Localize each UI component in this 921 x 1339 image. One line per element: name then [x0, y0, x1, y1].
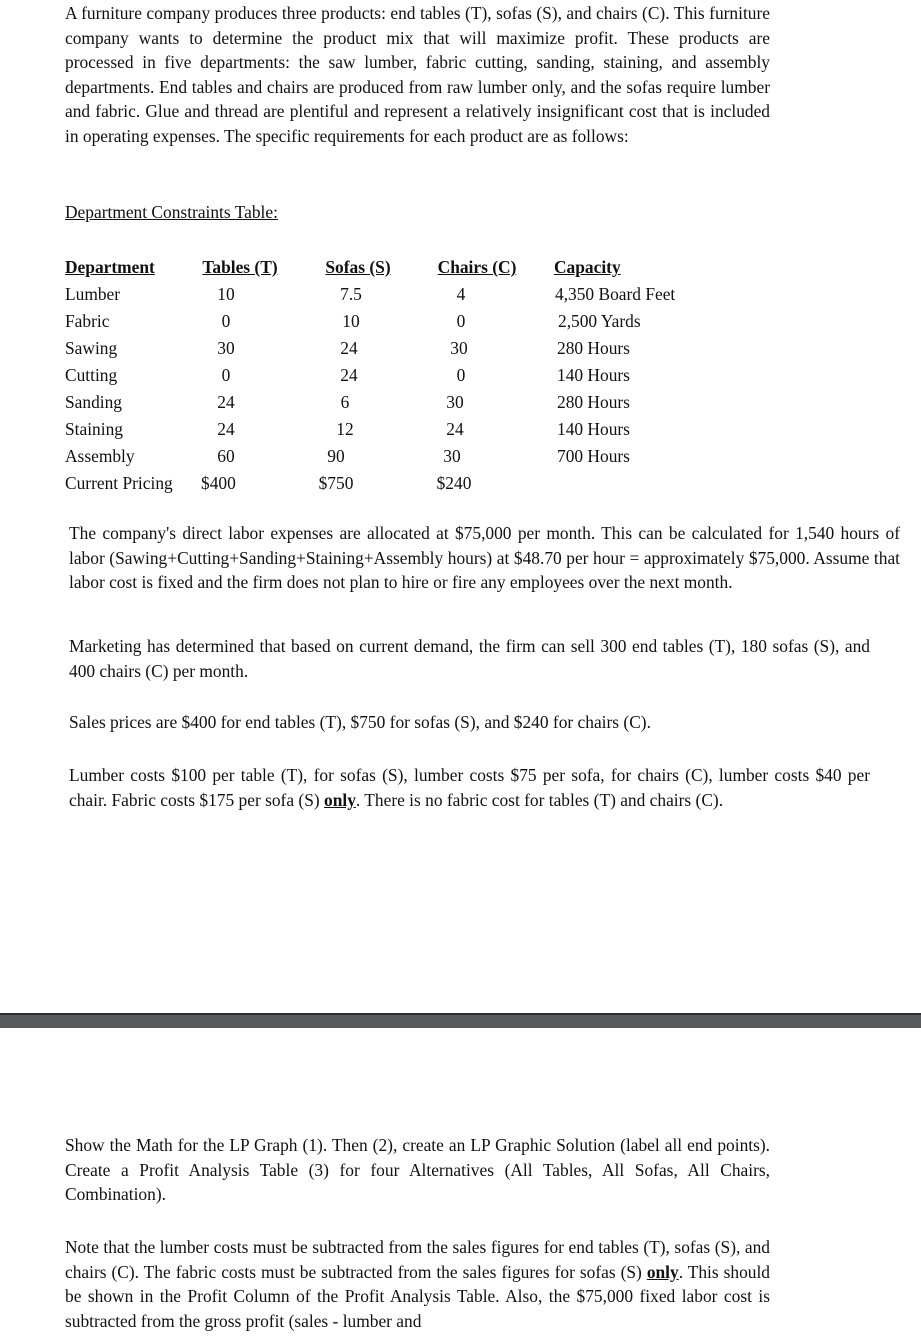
- table-cell: 30: [450, 338, 468, 358]
- note-text-end: . This should be shown in the Profit Column of the Profit Analysis Table. Also, the $75,000 fixed labor cost is subtracted from the gross profit (sales - lumber and: [65, 1261, 770, 1331]
- row-label: Sawing: [65, 338, 118, 358]
- table-cell: 60: [217, 446, 235, 466]
- table-cell: 10: [217, 284, 235, 304]
- task-paragraph: Show the Math for the LP Graph (1). Then (2), create an LP Graphic Solution (label all end points). Create a Profit Analysis Table (3) for four Alternatives (All Tables, All Sofas, All Chairs, Combination).: [65, 1135, 770, 1205]
- sales-paragraph: Sales prices are $400 for end tables (T), $750 for sofas (S), and $240 for chairs (C).: [69, 712, 651, 732]
- pricing-label: Current Pricing: [65, 473, 173, 493]
- capacity-cell: 2,500 Yards: [558, 311, 641, 331]
- table-cell: 0: [456, 311, 466, 331]
- capacity-cell: 280 Hours: [557, 338, 630, 358]
- department-constraints-table: [0, 254, 921, 504]
- price-tables: $400: [201, 473, 236, 493]
- costs-text: Lumber costs $100 per table (T), for sofas (S), lumber costs $75 per sofa, for chairs (C), lumber costs $40 per chair. Fabric costs $175 per sofa (S): [69, 765, 870, 810]
- row-label: Staining: [65, 419, 123, 439]
- table-cell: 24: [217, 392, 235, 412]
- table-cell: 7.5: [340, 284, 362, 304]
- intro-paragraph: A furniture company produces three products: end tables (T), sofas (S), and chairs (C). This furniture company wants to determine the product mix that will maximize profit. These products are processed in five departments: the saw lumber, fabric cutting, sanding, staining, and assembly departments. End tables and chairs are produced from raw lumber only, and the sofas require lumber and fabric. Glue and thread are plentiful and represent a relatively insignificant cost that is included in operating expenses. The specific requirements for each product are as follows:: [65, 3, 770, 146]
- header-chairs: Chairs (C): [437, 257, 517, 277]
- header-capacity: Capacity: [554, 257, 621, 277]
- table-heading: Department Constraints Table:: [65, 202, 278, 222]
- capacity-cell: 4,350 Board Feet: [555, 284, 676, 304]
- table-cell: 90: [327, 446, 345, 466]
- row-label: Assembly: [65, 446, 135, 466]
- page-divider: [0, 1013, 921, 1028]
- table-cell: 4: [456, 284, 466, 304]
- row-label: Sanding: [65, 392, 123, 412]
- table-cell: 0: [221, 365, 231, 385]
- table-cell: 0: [221, 311, 231, 331]
- table-cell: 24: [340, 365, 358, 385]
- table-cell: 6: [340, 392, 350, 412]
- costs-emphasis: only: [324, 789, 356, 810]
- capacity-cell: 280 Hours: [557, 392, 630, 412]
- capacity-cell: 700 Hours: [557, 446, 630, 466]
- table-cell: 30: [446, 392, 464, 412]
- row-label: Cutting: [65, 365, 118, 385]
- costs-text-end: . There is no fabric cost for tables (T) and chairs (C).: [355, 789, 724, 810]
- header-department: Department: [65, 257, 155, 277]
- price-sofas: $750: [318, 473, 354, 493]
- note-paragraph: [65, 1235, 770, 1333]
- table-cell: 24: [340, 338, 358, 358]
- table-cell: 30: [217, 338, 235, 358]
- table-cell: 30: [443, 446, 461, 466]
- table-cell: 24: [217, 419, 235, 439]
- capacity-cell: 140 Hours: [557, 419, 630, 439]
- note-text: Note that the lumber costs must be subtracted from the sales figures for end tables (T), sofas (S), and chairs (C). The fabric costs must be subtracted from the sales figures for sofas (S): [65, 1237, 770, 1282]
- costs-paragraph: [69, 763, 870, 812]
- table-cell: 0: [456, 365, 466, 385]
- page-divider-edge: [0, 1013, 921, 1015]
- header-tables: Tables (T): [202, 257, 278, 277]
- row-label: Fabric: [65, 311, 110, 331]
- capacity-cell: 140 Hours: [557, 365, 630, 385]
- table-cell: 10: [342, 311, 360, 331]
- demand-paragraph: Marketing has determined that based on current demand, the firm can sell 300 end tables (T), 180 sofas (S), and 400 chairs (C) per month.: [69, 636, 870, 681]
- table-cell: 24: [446, 419, 464, 439]
- labor-paragraph: The company's direct labor expenses are allocated at $75,000 per month. This can be calculated for 1,540 hours of labor (Sawing+Cutting+Sanding+Staining+Assembly hours) at $48.70 per hour = approximately $75,000. Assume that labor cost is fixed and the firm does not plan to hire or fire any employees over the next month.: [69, 523, 900, 593]
- price-chairs: $240: [436, 473, 472, 493]
- header-sofas: Sofas (S): [325, 257, 391, 277]
- row-label: Lumber: [65, 284, 121, 304]
- note-emphasis: only: [646, 1261, 679, 1282]
- table-cell: 12: [336, 419, 354, 439]
